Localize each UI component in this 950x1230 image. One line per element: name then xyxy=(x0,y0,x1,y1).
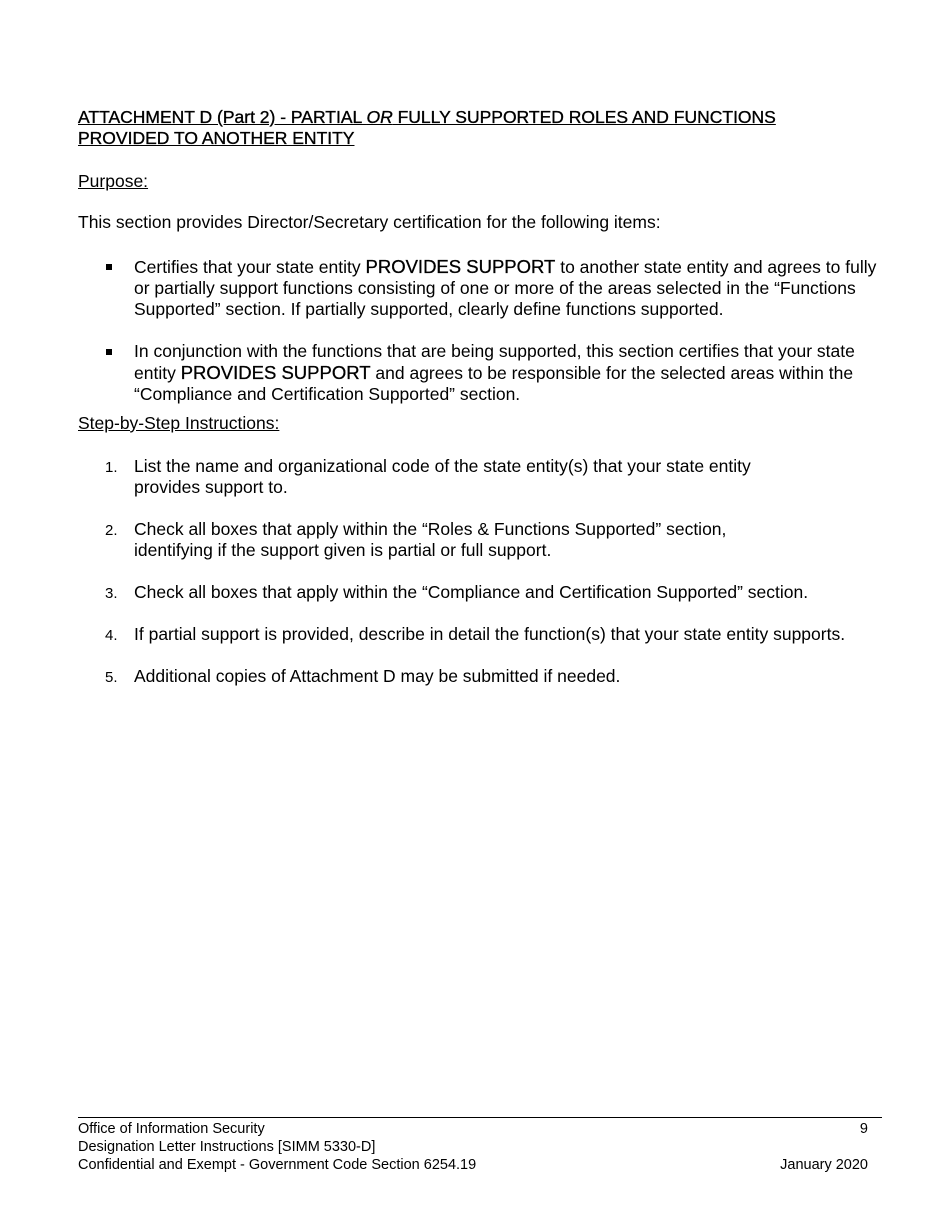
step-text: Additional copies of Attachment D may be submitted if needed. xyxy=(134,666,621,686)
step-number: 1. xyxy=(105,459,118,476)
step-number: 3. xyxy=(105,585,118,602)
purpose-bullet xyxy=(78,256,878,320)
purpose-bullet xyxy=(78,341,858,405)
instructions-step-list xyxy=(78,456,898,708)
bullet-text: Certifies that your state entity xyxy=(134,257,366,277)
step-text: If partial support is provided, describe in detail the function(s) that your state entity supports. xyxy=(134,624,846,644)
footer-confidential-notice: Confidential and Exempt - Government Code Section 6254.19 xyxy=(78,1157,477,1173)
purpose-label: Purpose: xyxy=(78,171,149,191)
purpose-bullet-list xyxy=(78,256,878,426)
heading-part2: FULLY SUPPORTED ROLES AND FUNCTIONS PROVIDED TO ANOTHER ENTITY xyxy=(78,107,776,148)
purpose-intro: This section provides Director/Secretary certification for the following items: xyxy=(78,212,661,232)
step-text: Check all boxes that apply within the “Roles & Functions Supported” section, identifying if the support given is partial or full support. xyxy=(134,519,727,560)
instruction-step xyxy=(78,582,898,603)
footer-page-number: 9 xyxy=(859,1121,868,1137)
footer-divider xyxy=(78,1117,882,1118)
footer-date: January 2020 xyxy=(780,1157,868,1173)
instruction-step xyxy=(78,519,774,561)
bullet-strong-text: PROVIDES SUPPORT xyxy=(180,362,371,383)
bullet-text: to another state entity and agrees to fully or partially support functions consisting of one or more of the areas selected in the “Functions Supported” section. If partially supported, clearly define functions supported. xyxy=(134,257,877,319)
bullet-text: and agrees to be responsible for the selected areas within the “Compliance and Certification Supported” section. xyxy=(134,363,854,404)
step-number: 2. xyxy=(105,522,118,539)
step-text: Check all boxes that apply within the “Compliance and Certification Supported” section. xyxy=(134,582,809,602)
step-number: 4. xyxy=(105,627,118,644)
heading-part1: ATTACHMENT D (Part 2) - PARTIAL xyxy=(78,107,367,127)
instruction-step xyxy=(78,666,898,687)
bullet-square-icon xyxy=(106,349,112,355)
heading-emphasis: OR xyxy=(366,107,393,127)
step-number: 5. xyxy=(105,669,118,686)
instructions-label: Step-by-Step Instructions: xyxy=(78,413,280,433)
attachment-heading xyxy=(78,107,868,149)
footer-office: Office of Information Security xyxy=(78,1121,265,1137)
instruction-step xyxy=(78,456,814,498)
footer-document-title: Designation Letter Instructions [SIMM 5330-D] xyxy=(78,1139,376,1155)
step-text: List the name and organizational code of the state entity(s) that your state entity provides support to. xyxy=(134,456,751,497)
instruction-step xyxy=(78,624,898,645)
bullet-square-icon xyxy=(106,264,112,270)
bullet-strong-text: PROVIDES SUPPORT xyxy=(365,256,556,277)
bullet-text: In conjunction with the functions that are being supported, this section certifies that your state entity xyxy=(134,341,855,383)
